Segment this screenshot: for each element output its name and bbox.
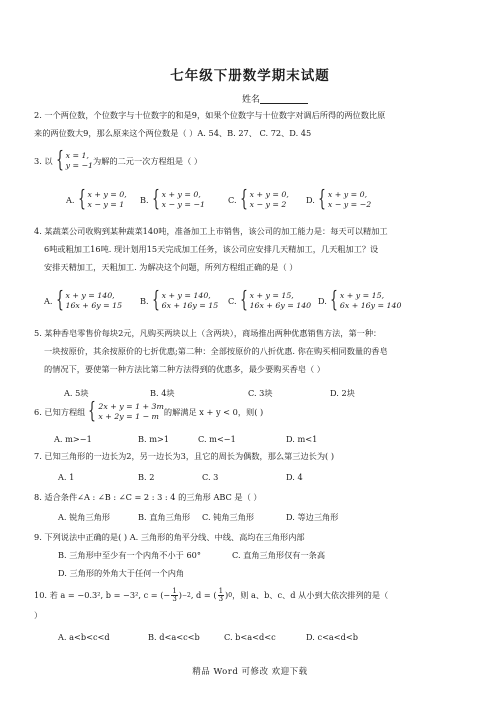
q10-suffix: ，则 a、b、c、d 从小到大依次排列的是（ (232, 590, 389, 600)
fraction-numerator: 1 (218, 587, 224, 595)
q4-line1: 4. 某蔬菜公司收购到某种蔬菜140吨，准备加工上市销售，该公司的加工能力是：每天可以精加工 (34, 226, 388, 236)
q9-line1: 9. 下列说法中正确的是( ) A. 三角形的角平分线、中线、高均在三角形内部 (34, 532, 305, 542)
option-system: { x + y = 0, x − y = −2 (318, 187, 372, 212)
q8-option-d[interactable]: D. 等边三角形 (286, 512, 339, 522)
option-label: D. (306, 195, 315, 205)
option-system: { x + y = 15, 16x + 6y = 140 (239, 288, 312, 313)
q10-option-d[interactable]: D. c<a<d<b (306, 632, 359, 642)
q4-option-a[interactable] (44, 288, 123, 313)
q3-system: { x = 1, y = −1 (55, 148, 93, 173)
q7-question: 7. 已知三角形的一边长为2，另一边长为3，且它的周长为偶数，那么第三边长为( ) (34, 451, 335, 461)
option-label: B. (140, 195, 149, 205)
q5-option-d[interactable]: D. 2块 (330, 388, 355, 398)
q10-d-exponent: 0 (228, 592, 233, 599)
q3-option-b[interactable] (140, 187, 205, 212)
q7-option-b[interactable]: B. 2 (138, 472, 155, 482)
q3-option-c[interactable] (228, 187, 289, 212)
option-system: { x + y = 0, x − y = 2 (239, 187, 289, 212)
q3-suffix: 为解的二元一次方程组是（ ） (93, 155, 203, 166)
option-system: { x + y = 0, x − y = 1 (77, 187, 127, 212)
option-label: D. (318, 296, 327, 306)
q10-question: 10. 若 a = −0.3², b = −3², c = (− $\frac{1}{3}$ ) −2 , d = ( $\frac{1}{3}$ ) 0 ，则 a、b、c、d 从小到大依次排列的是（ (34, 587, 389, 603)
q6-question (34, 399, 264, 424)
q7-option-c[interactable]: C. 3 (202, 472, 219, 482)
fraction-denominator: 3 (172, 595, 177, 603)
q10-line2: ） (34, 610, 43, 620)
q3-question (34, 148, 203, 173)
q4-line2: 6吨或粗加工16吨. 现计划用15天完成加工任务，该公司应安排几天精加工，几天粗加工？设 (44, 244, 379, 254)
option-label: B. (140, 296, 149, 306)
q10-option-c[interactable]: C. b<a<d<c (224, 632, 276, 642)
sys-row: x − y = −2 (327, 200, 372, 209)
sys-row: 16x + 6y = 15 (65, 301, 123, 310)
q3-sys-row: x = 1, (65, 151, 89, 160)
option-system: { x + y = 140, 6x + 16y = 15 (151, 288, 219, 313)
q10-option-b[interactable]: B. d<a<c<b (148, 632, 200, 642)
q4-option-c[interactable] (228, 288, 312, 313)
q5-line1: 5. 某种香皂零售价每块2元，凡购买两块以上（含两块），商场推出两种优惠销售方法，第一种： (34, 328, 382, 338)
q10-mid: , d = ( (190, 590, 217, 600)
q6-system: { 2x + y = 1 + 3m x + 2y = 1 − m (88, 399, 164, 424)
q3-sys-row: y = −1 (65, 161, 93, 170)
sys-row: x + y = 0, (161, 190, 201, 199)
option-system: { x + y = 15, 6x + 16y = 140 (330, 288, 402, 313)
q5-option-c[interactable]: C. 3块 (248, 388, 273, 398)
option-label: C. (228, 296, 237, 306)
option-label: C. (228, 195, 237, 205)
q8-option-c[interactable]: C. 钝角三角形 (202, 512, 255, 522)
option-system: { x + y = 0, x − y = −1 (151, 187, 205, 212)
q10-d-fraction (218, 588, 224, 603)
q6-option-c[interactable]: C. m<−1 (198, 434, 236, 444)
q6-prefix: 6. 已知方程组 (34, 406, 86, 417)
q8-option-a[interactable]: A. 锐角三角形 (58, 512, 111, 522)
option-label: A. (66, 195, 75, 205)
q4-line3: 安排天精加工，天粗加工. 为解决这个问题，所列方程组正确的是（ ） (44, 262, 298, 272)
page-footer: 精品 Word 可修改 欢迎下载 (192, 667, 308, 677)
q2-line1: 2. 一个两位数，个位数字与十位数字的和是9，如果个位数字与十位数字对调后所得的两位数比原 (34, 110, 386, 120)
q10-option-a[interactable]: A. a<b<c<d (58, 632, 110, 642)
q5-option-b[interactable]: B. 4块 (150, 388, 175, 398)
q5-option-a[interactable]: A. 5块 (64, 388, 89, 398)
q6-sys-row: 2x + y = 1 + 3m (98, 402, 164, 411)
q6-option-d[interactable]: D. m<1 (286, 434, 318, 444)
sys-row: x + y = 15, (249, 291, 294, 300)
q7-option-a[interactable]: A. 1 (58, 472, 75, 482)
sys-row: x + y = 0, (249, 190, 289, 199)
q9-option-b[interactable]: B. 三角形中至少有一个内角不小于 60° (58, 550, 201, 560)
sys-row: 6x + 16y = 140 (339, 301, 402, 310)
q4-option-b[interactable] (140, 288, 219, 313)
sys-row: 6x + 16y = 15 (161, 301, 219, 310)
q5-line3: 的情况下，要使第一种方法比第二种方法得到的优惠多，最少要购买香皂（ ） (44, 364, 325, 374)
sys-row: x + y = 0, (327, 190, 368, 199)
sys-row: x − y = 1 (87, 200, 125, 209)
name-label: 姓名 (242, 95, 261, 105)
q8-option-b[interactable]: B. 直角三角形 (138, 512, 191, 522)
q6-sys-row: x + 2y = 1 − m (98, 412, 159, 421)
option-label: A. (44, 296, 53, 306)
q6-option-a[interactable]: A. m>−1 (54, 434, 92, 444)
name-field (242, 92, 308, 105)
q6-option-b[interactable]: B. m>1 (138, 434, 170, 444)
q2-line2: 来的两位数大9，那么原来这个两位数是（ ）A. 54、B. 27、 C. 72、D. 45 (34, 128, 312, 138)
q3-option-d[interactable] (306, 187, 372, 212)
sys-row: x + y = 140, (65, 291, 115, 300)
q3-prefix: 3. 以 (34, 155, 53, 166)
q7-option-d[interactable]: D. 4 (286, 472, 303, 482)
q5-line2: 一块按原价，其余按原价的七折优惠;第二种：全部按原价的八折优惠. 你在购买相同数量的香皂 (44, 346, 388, 356)
sys-row: x + y = 140, (161, 291, 211, 300)
q6-suffix: 的解满足 x + y < 0，则( ) (163, 406, 264, 417)
fraction-numerator: 1 (172, 587, 177, 595)
q10-c-fraction (171, 588, 177, 603)
q3-option-a[interactable] (66, 187, 127, 212)
name-blank[interactable] (260, 95, 308, 104)
q4-option-d[interactable] (318, 288, 402, 313)
q9-option-d[interactable]: D. 三角形的外角大于任何一个内角 (58, 568, 185, 578)
q10-prefix: 10. 若 a = −0.3², b = −3², c = (− (34, 590, 171, 600)
sys-row: x + y = 0, (87, 190, 127, 199)
fraction-denominator: 3 (218, 595, 224, 603)
q9-option-c[interactable]: C. 直角三角形仅有一条高 (232, 550, 326, 560)
page-title: 七年级下册数学期末试题 (170, 68, 330, 84)
sys-row: 16x + 6y = 140 (249, 301, 312, 310)
sys-row: x + y = 15, (339, 291, 385, 300)
sys-row: x − y = −1 (161, 200, 205, 209)
q10-c-exponent: −2 (181, 592, 191, 599)
sys-row: x − y = 2 (249, 200, 287, 209)
option-system: { x + y = 140, 16x + 6y = 15 (55, 288, 123, 313)
q8-question: 8. 适合条件∠A : ∠B : ∠C = 2 : 3 : 4 的三角形 ABC 是（ ） (34, 492, 262, 502)
